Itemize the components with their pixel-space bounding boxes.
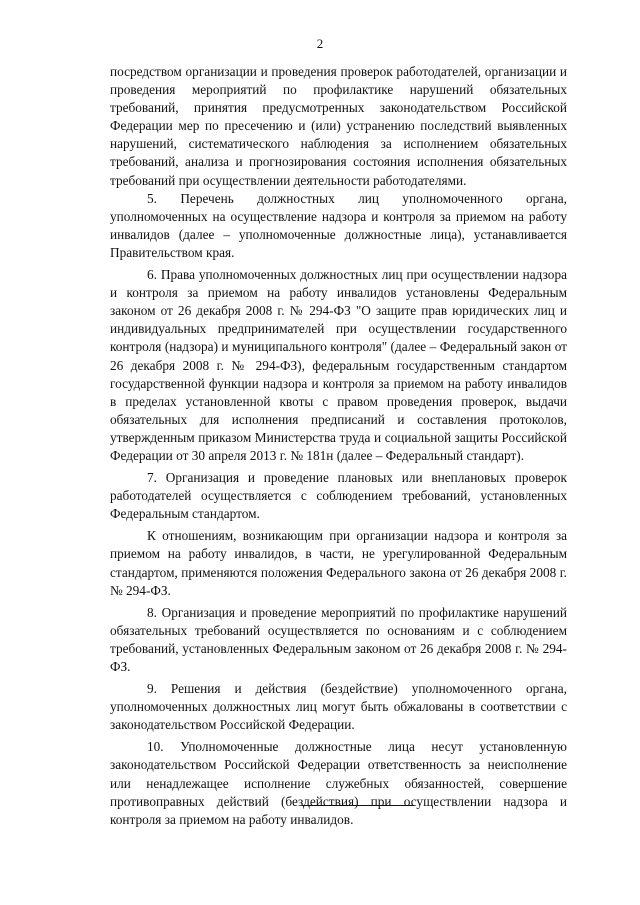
paragraph-9: 9. Решения и действия (бездействие) уполномоченного органа, уполномоченных должностных лиц могут быть обжалованы в соответствии с законодательством Российской Федерации. bbox=[110, 681, 567, 733]
paragraph-continuation: посредством организации и проведения проверок работодателей, организации и проведения мероприятий по профилактике нарушений обязательных требований, принятия предусмотренных законодательством Российской Федерации мер по пресечению и (или) устранению последствий выявленных нарушений, систематического наблюдения за исполнением обязательных требований, анализа и прогнозирования состояния исполнения обязательных требований при осуществлении деятельности работодателями. bbox=[110, 64, 567, 188]
document-body bbox=[110, 63, 567, 829]
paragraph-7-relations: К отношениям, возникающим при организации надзора и контроля за приемом на работу инвалидов, в части, не урегулированной Федеральным стандартом, применяются положения Федерального закона от 26 декабря 2008 г. № 294-ФЗ. bbox=[110, 528, 567, 598]
paragraph-7: 7. Организация и проведение плановых или внеплановых проверок работодателей осуществляется с соблюдением требований, установленных Федеральным стандартом. bbox=[110, 470, 567, 522]
paragraph-5: 5. Перечень должностных лиц уполномоченного органа, уполномоченных на осуществление надзора и контроля за приемом на работу инвалидов (далее – уполномоченные должностные лица), устанавливается Правительством края. bbox=[110, 190, 567, 260]
closing-rule bbox=[302, 805, 414, 806]
paragraph-8: 8. Организация и проведение мероприятий по профилактике нарушений обязательных требований осуществляется по основаниям и с соблюдением требований, установленных Федеральным законом от 26 декабря 2008 г. № 294-ФЗ. bbox=[110, 604, 567, 674]
page-number: 2 bbox=[316, 36, 324, 51]
paragraph-10: 10. Уполномоченные должностные лица несут установленную законодательством Российской Федерации ответственность за неисполнение или ненадлежащее исполнение служебных обязанностей, совершение противоправных действий (бездействия) при осуществлении надзора и контроля за приемом на работу инвалидов. bbox=[110, 739, 567, 827]
paragraph-6: 6. Права уполномоченных должностных лиц при осуществлении надзора и контроля за приемом на работу инвалидов установлены Федеральным законом от 26 декабря 2008 г. № 294-ФЗ "О защите прав юридических лиц и индивидуальных предпринимателей при осуществлении государственного контроля (надзора) и муниципального контроля" (далее – Федеральный закон от 26 декабря 2008 г. № 294-ФЗ), федеральным государственным стандартом государственной функции надзора и контроля за приемом на работу инвалидов в пределах установленной квоты с правом проведения проверок, выдачи обязательных для исполнения предписаний и составления протоколов, утвержденным приказом Министерства труда и социальной защиты Российской Федерации от 30 апреля 2013 г. № 181н (далее – Федеральный стандарт). bbox=[110, 267, 567, 463]
